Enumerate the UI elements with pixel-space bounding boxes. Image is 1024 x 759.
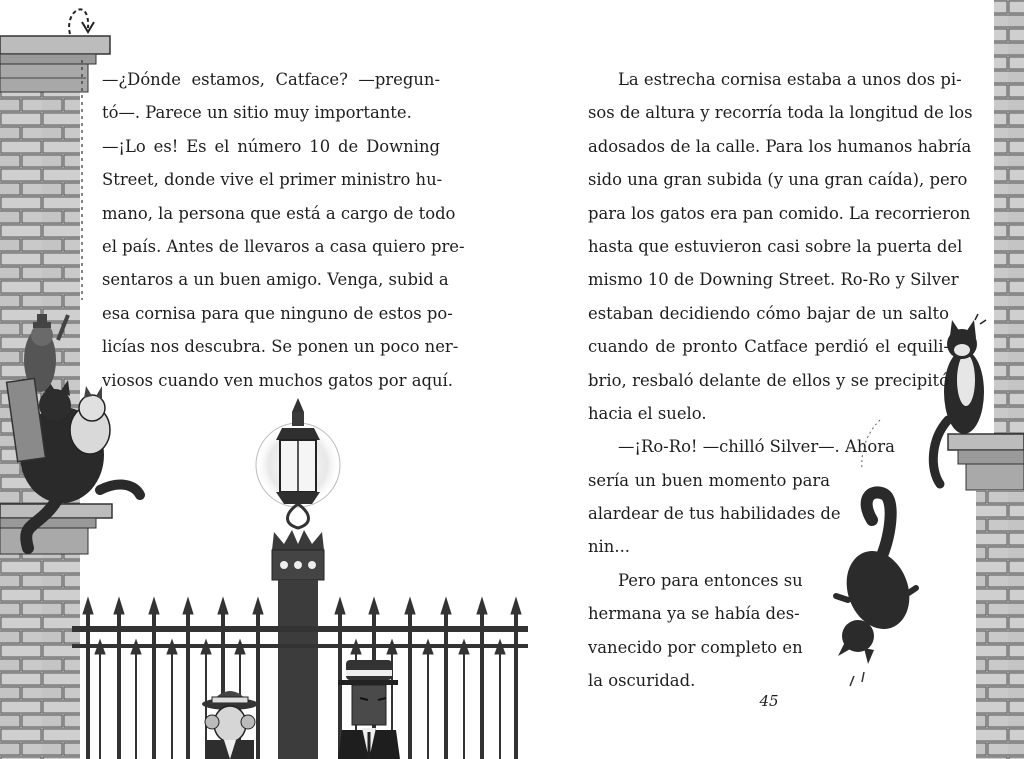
text-line: para los gatos era pan comido. La recorrieron — [588, 203, 971, 223]
text-line: sería un buen momento para — [588, 470, 830, 490]
left-page-text — [102, 63, 465, 397]
text-line: el país. Antes de llevaros a casa quiero pre- — [102, 236, 465, 256]
text-line: licías nos descubra. Se ponen un poco ner- — [102, 337, 459, 357]
text-line: esa cornisa para que ninguno de estos po- — [102, 303, 453, 323]
text-line: cuando de pronto Catface perdió el equili- — [588, 337, 949, 357]
text-line: La estrecha cornisa estaba a unos dos pi- — [618, 70, 962, 89]
text-line: —¡Lo es! Es el número 10 de Downing — [102, 136, 440, 156]
text-line: hermana ya se había des- — [588, 604, 800, 624]
text-line: nin... — [588, 537, 630, 557]
text-line: —¿Dónde estamos, Catface? —pregun- — [102, 70, 440, 89]
text-line: brio, resbaló delante de ellos y se precipitó — [588, 370, 949, 390]
page-number: 45 — [759, 692, 779, 710]
text-line: la oscuridad. — [588, 671, 696, 691]
text-line: hacia el suelo. — [588, 403, 707, 423]
text-line: estaban decidiendo cómo bajar de un salto — [588, 303, 949, 323]
text-line: sos de altura y recorría toda la longitud de los — [588, 103, 973, 123]
text-line: mano, la persona que está a cargo de todo — [102, 203, 456, 223]
text-line: vanecido por completo en — [588, 637, 803, 657]
text-line: hasta que estuvieron casi sobre la puerta del — [588, 236, 963, 256]
right-page-text — [588, 63, 973, 697]
police-officer-left — [202, 691, 258, 759]
text-line: viosos cuando ven muchos gatos por aquí. — [102, 370, 453, 390]
police-officer-right — [338, 660, 400, 759]
text-line: alardear de tus habilidades de — [588, 504, 841, 524]
text-line: adosados de la calle. Para los humanos habría — [588, 136, 972, 156]
text-line: tó—. Parece un sitio muy importante. — [102, 103, 412, 123]
text-line: sentaros a un buen amigo. Venga, subid a — [102, 270, 449, 290]
street-lamp — [256, 398, 340, 759]
text-line: Pero para entonces su — [618, 570, 803, 590]
text-line: Street, donde vive el primer ministro hu- — [102, 170, 443, 190]
text-line: sido una gran subida (y una gran caída), pero — [588, 170, 968, 190]
text-line: —¡Ro-Ro! —chilló Silver—. Ahora — [618, 437, 895, 457]
text-line: mismo 10 de Downing Street. Ro-Ro y Silver — [588, 270, 959, 290]
